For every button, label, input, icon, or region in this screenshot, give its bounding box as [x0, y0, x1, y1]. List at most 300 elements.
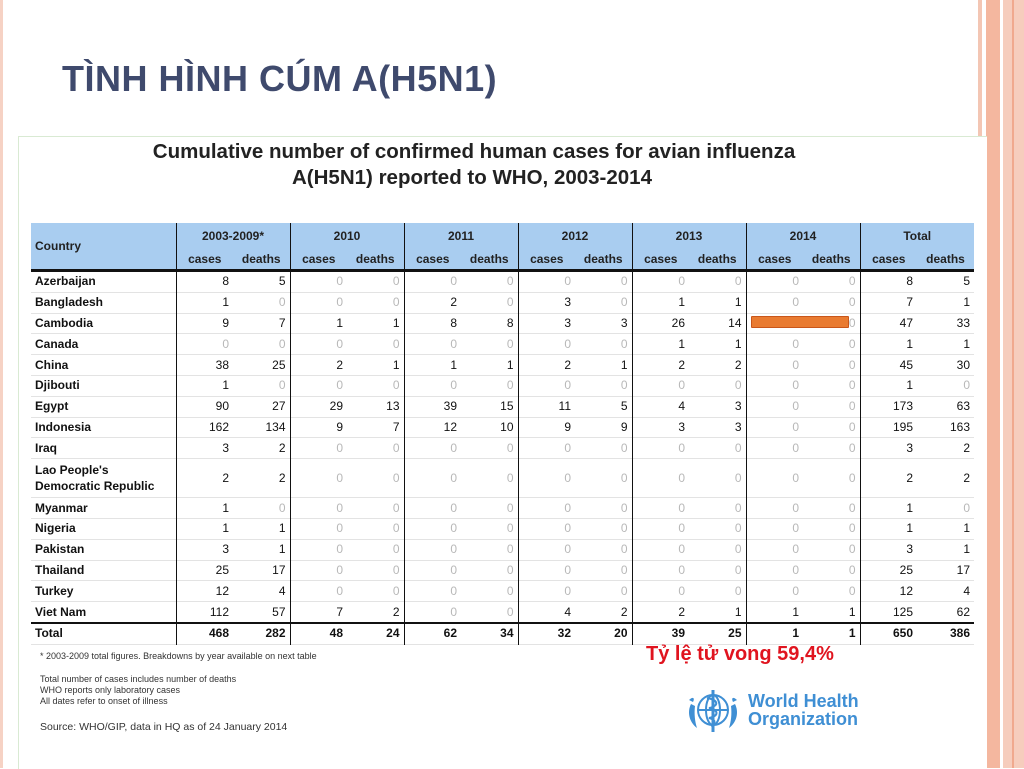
cases-cell: 1 — [792, 604, 799, 619]
deaths-cell: 33 — [956, 315, 970, 330]
deaths-cell: 0 — [461, 375, 518, 396]
cases-cell: 1 — [222, 521, 229, 536]
deaths-cell: 27 — [233, 396, 290, 417]
country-cell-line: Lao People's — [35, 463, 109, 478]
deaths-cell: 0 — [803, 375, 860, 396]
cases-table — [31, 223, 974, 645]
cases-cell: 1 — [792, 626, 799, 641]
cases-cell: 0 — [792, 357, 799, 372]
cases-cell: 0 — [564, 500, 571, 515]
cases-cell: 0 — [792, 471, 799, 486]
cases-cell: 25 — [899, 562, 913, 577]
deaths-subheader: deaths — [803, 249, 860, 271]
cases-subheader: cases — [746, 249, 803, 271]
cases-cell: 0 — [678, 542, 685, 557]
deaths-cell: 0 — [461, 459, 518, 498]
period-header: 2013 — [632, 223, 746, 249]
deaths-cell: 0 — [461, 334, 518, 355]
deaths-cell: 0 — [461, 581, 518, 602]
deaths-cell: 0 — [803, 292, 860, 313]
table-row — [31, 375, 974, 396]
country-cell: China — [31, 355, 176, 376]
deaths-subheader: deaths — [689, 249, 746, 271]
deaths-cell: 1 — [803, 623, 860, 644]
deaths-cell: 4 — [963, 583, 970, 598]
deaths-cell: 0 — [689, 459, 746, 498]
cases-cell: 1 — [906, 500, 913, 515]
cases-cell: 0 — [564, 521, 571, 536]
deaths-cell: 1 — [233, 539, 290, 560]
deaths-cell: 0 — [575, 518, 632, 539]
deaths-cell: 10 — [461, 417, 518, 438]
cases-cell: 38 — [215, 357, 229, 372]
cases-cell: 12 — [899, 583, 913, 598]
deaths-cell: 0 — [689, 560, 746, 581]
deaths-cell: 0 — [347, 560, 404, 581]
cases-cell: 1 — [222, 500, 229, 515]
cases-cell: 0 — [450, 604, 457, 619]
cases-cell: 0 — [678, 583, 685, 598]
deaths-cell: 1 — [963, 295, 970, 310]
cases-subheader: cases — [176, 249, 233, 271]
cases-cell: 0 — [678, 274, 685, 289]
period-header: Total — [860, 223, 974, 249]
deaths-cell: 25 — [233, 355, 290, 376]
deaths-cell: 7 — [233, 313, 290, 334]
cases-subheader: cases — [518, 249, 575, 271]
cases-cell: 0 — [336, 542, 343, 557]
cases-cell: 45 — [899, 357, 913, 372]
country-cell — [31, 459, 176, 498]
cases-cell: 0 — [336, 295, 343, 310]
deaths-cell: 0 — [347, 459, 404, 498]
table-row — [31, 581, 974, 602]
cases-cell: 0 — [792, 440, 799, 455]
deaths-cell: 0 — [803, 271, 860, 293]
cases-cell: 0 — [792, 583, 799, 598]
slide-title: TÌNH HÌNH CÚM A(H5N1) — [62, 58, 498, 99]
deaths-cell: 2 — [963, 440, 970, 455]
cases-cell: 0 — [792, 378, 799, 393]
deaths-cell: 0 — [461, 518, 518, 539]
cases-cell: 9 — [564, 419, 571, 434]
table-row — [31, 539, 974, 560]
deaths-cell: 1 — [963, 542, 970, 557]
cases-cell: 12 — [215, 583, 229, 598]
cases-cell: 2 — [336, 357, 343, 372]
cases-cell: 90 — [215, 399, 229, 414]
deaths-cell: 0 — [461, 438, 518, 459]
deaths-cell: 0 — [575, 375, 632, 396]
cases-cell: 0 — [792, 521, 799, 536]
cases-cell: 32 — [557, 626, 571, 641]
cases-cell: 0 — [792, 419, 799, 434]
deaths-cell: 0 — [689, 271, 746, 293]
note-line: WHO reports only laboratory cases — [40, 685, 181, 695]
cases-cell: 0 — [564, 583, 571, 598]
cases-cell: 0 — [450, 336, 457, 351]
deaths-subheader: deaths — [233, 249, 290, 271]
deaths-cell: 14 — [689, 313, 746, 334]
deaths-cell: 0 — [461, 539, 518, 560]
deaths-cell: 0 — [347, 375, 404, 396]
deaths-cell: 0 — [575, 271, 632, 293]
cases-cell: 8 — [222, 274, 229, 289]
cases-cell: 0 — [564, 542, 571, 557]
total-row — [31, 623, 974, 644]
highlight-marker — [751, 316, 849, 328]
deaths-cell: 1 — [347, 313, 404, 334]
deaths-cell: 0 — [347, 292, 404, 313]
deaths-cell: 0 — [461, 602, 518, 623]
cases-cell: 0 — [564, 274, 571, 289]
cases-cell: 12 — [443, 419, 457, 434]
footnote: * 2003-2009 total figures. Breakdowns by year available on next table — [40, 651, 317, 661]
cases-subheader: cases — [404, 249, 461, 271]
cases-cell: 1 — [336, 315, 343, 330]
country-cell: Egypt — [31, 396, 176, 417]
deaths-cell: 2 — [233, 459, 290, 498]
table-row — [31, 518, 974, 539]
cases-cell: 62 — [443, 626, 457, 641]
country-cell: Djibouti — [31, 375, 176, 396]
document-title — [19, 137, 987, 191]
country-cell: Pakistan — [31, 539, 176, 560]
country-cell: Bangladesh — [31, 292, 176, 313]
cases-cell: 1 — [450, 357, 457, 372]
cases-cell: 4 — [564, 604, 571, 619]
cases-cell: 0 — [450, 542, 457, 557]
document-title-line2: A(H5N1) reported to WHO, 2003-2014 — [292, 166, 652, 189]
cases-cell: 2 — [450, 295, 457, 310]
deaths-cell: 0 — [347, 438, 404, 459]
cases-cell: 0 — [450, 471, 457, 486]
table-row — [31, 417, 974, 438]
deaths-cell: 0 — [461, 560, 518, 581]
deaths-cell: 1 — [233, 518, 290, 539]
cases-cell: 0 — [336, 440, 343, 455]
deaths-cell: 25 — [689, 623, 746, 644]
deaths-cell: 0 — [803, 334, 860, 355]
deaths-cell: 57 — [233, 602, 290, 623]
deaths-cell: 0 — [803, 355, 860, 376]
table-row — [31, 602, 974, 623]
deaths-cell: 2 — [963, 471, 970, 486]
deaths-cell: 0 — [803, 518, 860, 539]
period-header: 2003-2009* — [176, 223, 290, 249]
country-cell: Thailand — [31, 560, 176, 581]
note-line: Total number of cases includes number of deaths — [40, 674, 237, 684]
deaths-cell: 5 — [963, 274, 970, 289]
deaths-cell: 0 — [689, 375, 746, 396]
cases-cell: 11 — [558, 399, 571, 414]
who-emblem-icon — [685, 686, 741, 736]
deaths-cell: 0 — [575, 438, 632, 459]
cases-cell: 0 — [222, 336, 229, 351]
country-cell: Iraq — [31, 438, 176, 459]
deaths-cell: 0 — [963, 500, 970, 515]
deaths-cell: 0 — [963, 378, 970, 393]
document-title-line1: Cumulative number of confirmed human cases for avian influenza — [152, 140, 796, 163]
deaths-cell: 0 — [347, 498, 404, 519]
cases-cell: 26 — [671, 315, 685, 330]
cases-cell: 0 — [336, 471, 343, 486]
table-row — [31, 459, 974, 498]
deaths-cell: 62 — [956, 604, 970, 619]
table-row — [31, 271, 974, 293]
cases-cell: 3 — [222, 542, 229, 557]
deaths-cell: 24 — [347, 623, 404, 644]
cases-cell: 2 — [906, 471, 913, 486]
cases-cell: 0 — [450, 500, 457, 515]
cases-cell: 1 — [678, 336, 685, 351]
period-header: 2014 — [746, 223, 860, 249]
cases-cell: 0 — [678, 500, 685, 515]
deaths-cell: 0 — [575, 539, 632, 560]
deaths-cell: 0 — [803, 581, 860, 602]
deaths-cell: 2 — [575, 602, 632, 623]
deaths-cell: 5 — [575, 396, 632, 417]
cases-subheader: cases — [632, 249, 689, 271]
cases-cell: 0 — [564, 440, 571, 455]
cases-cell: 0 — [678, 521, 685, 536]
cases-cell: 47 — [899, 315, 913, 330]
country-cell: Canada — [31, 334, 176, 355]
note-line: All dates refer to onset of illness — [40, 696, 168, 706]
deaths-cell: 1 — [803, 602, 860, 623]
cases-cell: 0 — [450, 521, 457, 536]
cases-cell: 3 — [222, 440, 229, 455]
cases-cell: 0 — [450, 440, 457, 455]
cases-cell: 0 — [792, 562, 799, 577]
table-row — [31, 355, 974, 376]
cases-cell: 3 — [564, 315, 571, 330]
period-header: 2010 — [290, 223, 404, 249]
country-header: Country — [31, 223, 176, 271]
table-row — [31, 560, 974, 581]
deaths-subheader: deaths — [347, 249, 404, 271]
deaths-cell: 1 — [461, 355, 518, 376]
source-note: Source: WHO/GIP, data in HQ as of 24 January 2014 — [40, 721, 288, 733]
deaths-cell: 7 — [347, 417, 404, 438]
cases-cell: 0 — [336, 562, 343, 577]
cases-cell: 125 — [892, 604, 913, 619]
deaths-cell: 0 — [347, 539, 404, 560]
deaths-cell: 17 — [956, 562, 970, 577]
cases-cell: 25 — [215, 562, 229, 577]
table-header-row — [31, 223, 974, 249]
deaths-cell: 0 — [803, 459, 860, 498]
deaths-cell: 1 — [689, 602, 746, 623]
cases-cell: 162 — [208, 419, 229, 434]
cases-cell: 0 — [792, 336, 799, 351]
cases-cell: 0 — [678, 471, 685, 486]
cases-cell: 173 — [892, 399, 913, 414]
cases-subheader: cases — [860, 249, 917, 271]
cases-cell: 0 — [792, 542, 799, 557]
deaths-cell: 3 — [689, 417, 746, 438]
cases-cell: 0 — [336, 583, 343, 598]
cases-cell: 0 — [336, 500, 343, 515]
cases-cell: 8 — [906, 274, 913, 289]
deaths-cell: 0 — [575, 498, 632, 519]
country-cell: Myanmar — [31, 498, 176, 519]
country-cell: Turkey — [31, 581, 176, 602]
deaths-cell: 386 — [949, 626, 970, 641]
cases-cell: 0 — [564, 562, 571, 577]
cases-cell: 8 — [450, 315, 457, 330]
deaths-cell: 0 — [803, 438, 860, 459]
deaths-cell: 0 — [575, 334, 632, 355]
cases-cell: 3 — [906, 440, 913, 455]
deaths-cell: 2 — [689, 355, 746, 376]
cases-cell: 0 — [450, 378, 457, 393]
deaths-cell: 0 — [803, 560, 860, 581]
cases-cell: 0 — [792, 500, 799, 515]
country-cell: Viet Nam — [31, 602, 176, 623]
deaths-cell: 3 — [689, 396, 746, 417]
period-header: 2012 — [518, 223, 632, 249]
cases-cell: 0 — [792, 399, 799, 414]
deaths-cell: 0 — [461, 271, 518, 293]
deaths-cell: 0 — [803, 498, 860, 519]
who-name — [748, 692, 859, 728]
deaths-cell: 134 — [233, 417, 290, 438]
deaths-cell: 1 — [575, 355, 632, 376]
deaths-cell: 63 — [956, 399, 970, 414]
deaths-cell: 0 — [575, 292, 632, 313]
country-cell: Azerbaijan — [31, 271, 176, 293]
decor-stripe — [986, 0, 1000, 768]
deaths-cell: 0 — [803, 396, 860, 417]
cases-subheader: cases — [290, 249, 347, 271]
country-cell: Cambodia — [31, 313, 176, 334]
cases-cell: 0 — [564, 378, 571, 393]
deaths-cell: 1 — [689, 292, 746, 313]
cases-cell: 1 — [222, 378, 229, 393]
deaths-subheader: deaths — [461, 249, 518, 271]
deaths-cell: 2 — [233, 438, 290, 459]
cases-cell: 39 — [671, 626, 685, 641]
cases-cell: 0 — [336, 336, 343, 351]
deaths-cell: 13 — [347, 396, 404, 417]
table-row — [31, 438, 974, 459]
deaths-cell: 0 — [575, 560, 632, 581]
deaths-cell: 34 — [461, 623, 518, 644]
deaths-cell: 20 — [575, 623, 632, 644]
deaths-cell: 0 — [233, 292, 290, 313]
who-name-line2: Organization — [748, 709, 859, 729]
deaths-cell: 0 — [347, 581, 404, 602]
cases-cell: 0 — [564, 471, 571, 486]
cases-cell: 2 — [564, 357, 571, 372]
deaths-subheader: deaths — [575, 249, 632, 271]
deaths-cell: 0 — [233, 334, 290, 355]
cases-cell: 0 — [336, 274, 343, 289]
deaths-cell: 5 — [233, 271, 290, 293]
deaths-cell: 0 — [689, 438, 746, 459]
left-border — [0, 0, 3, 768]
who-name-line1: World Health — [748, 691, 859, 711]
table-row — [31, 396, 974, 417]
deaths-cell: 1 — [963, 336, 970, 351]
cases-cell: 650 — [892, 626, 913, 641]
cases-cell: 7 — [906, 295, 913, 310]
deaths-cell: 2 — [347, 602, 404, 623]
deaths-cell: 1 — [689, 334, 746, 355]
cases-cell: 0 — [564, 336, 571, 351]
cases-cell: 2 — [678, 357, 685, 372]
cases-cell: 7 — [336, 604, 343, 619]
deaths-cell: 1 — [347, 355, 404, 376]
table-row — [31, 334, 974, 355]
deaths-cell: 282 — [233, 623, 290, 644]
deaths-cell: 8 — [461, 313, 518, 334]
period-header: 2011 — [404, 223, 518, 249]
deaths-cell: 0 — [233, 375, 290, 396]
deaths-cell: 3 — [575, 313, 632, 334]
table-row — [31, 498, 974, 519]
cases-cell: 4 — [678, 399, 685, 414]
cases-cell: 0 — [678, 562, 685, 577]
cases-cell: 0 — [450, 562, 457, 577]
cases-cell: 0 — [450, 274, 457, 289]
deaths-cell: 0 — [347, 518, 404, 539]
cases-cell: 29 — [329, 399, 343, 414]
deaths-cell: 9 — [575, 417, 632, 438]
deaths-cell: 0 — [689, 498, 746, 519]
deaths-cell: 0 — [575, 581, 632, 602]
cases-cell: 1 — [906, 521, 913, 536]
deaths-cell: 0 — [233, 498, 290, 519]
cases-cell: 3 — [564, 295, 571, 310]
deaths-cell: 0 — [803, 313, 860, 334]
deaths-cell: 4 — [233, 581, 290, 602]
deaths-cell: 0 — [689, 539, 746, 560]
cases-cell: 0 — [792, 295, 799, 310]
deaths-cell: 0 — [803, 417, 860, 438]
cases-cell: 0 — [336, 521, 343, 536]
deaths-cell: 0 — [461, 292, 518, 313]
cases-cell: 1 — [222, 295, 229, 310]
cases-cell: 9 — [222, 315, 229, 330]
cases-cell: 0 — [678, 440, 685, 455]
deaths-cell: 0 — [461, 498, 518, 519]
deaths-cell: 15 — [461, 396, 518, 417]
cases-cell: 0 — [336, 378, 343, 393]
cases-cell: 0 — [450, 583, 457, 598]
cases-cell: 0 — [792, 274, 799, 289]
cases-cell: 1 — [906, 378, 913, 393]
deaths-cell: 0 — [575, 459, 632, 498]
cases-cell: 48 — [329, 626, 343, 641]
cases-cell: 468 — [208, 626, 229, 641]
country-cell: Total — [31, 623, 176, 644]
notes-block — [40, 674, 236, 707]
cases-cell: 0 — [678, 378, 685, 393]
deaths-cell: 17 — [233, 560, 290, 581]
deaths-cell: 0 — [347, 271, 404, 293]
cases-cell: 9 — [336, 419, 343, 434]
cases-cell: 2 — [222, 471, 229, 486]
cases-cell: 1 — [678, 295, 685, 310]
decor-stripe — [1012, 0, 1014, 768]
cases-cell: 195 — [892, 419, 913, 434]
country-cell: Indonesia — [31, 417, 176, 438]
cases-cell: 3 — [678, 419, 685, 434]
cases-cell: 112 — [209, 604, 229, 619]
deaths-cell: 0 — [347, 334, 404, 355]
